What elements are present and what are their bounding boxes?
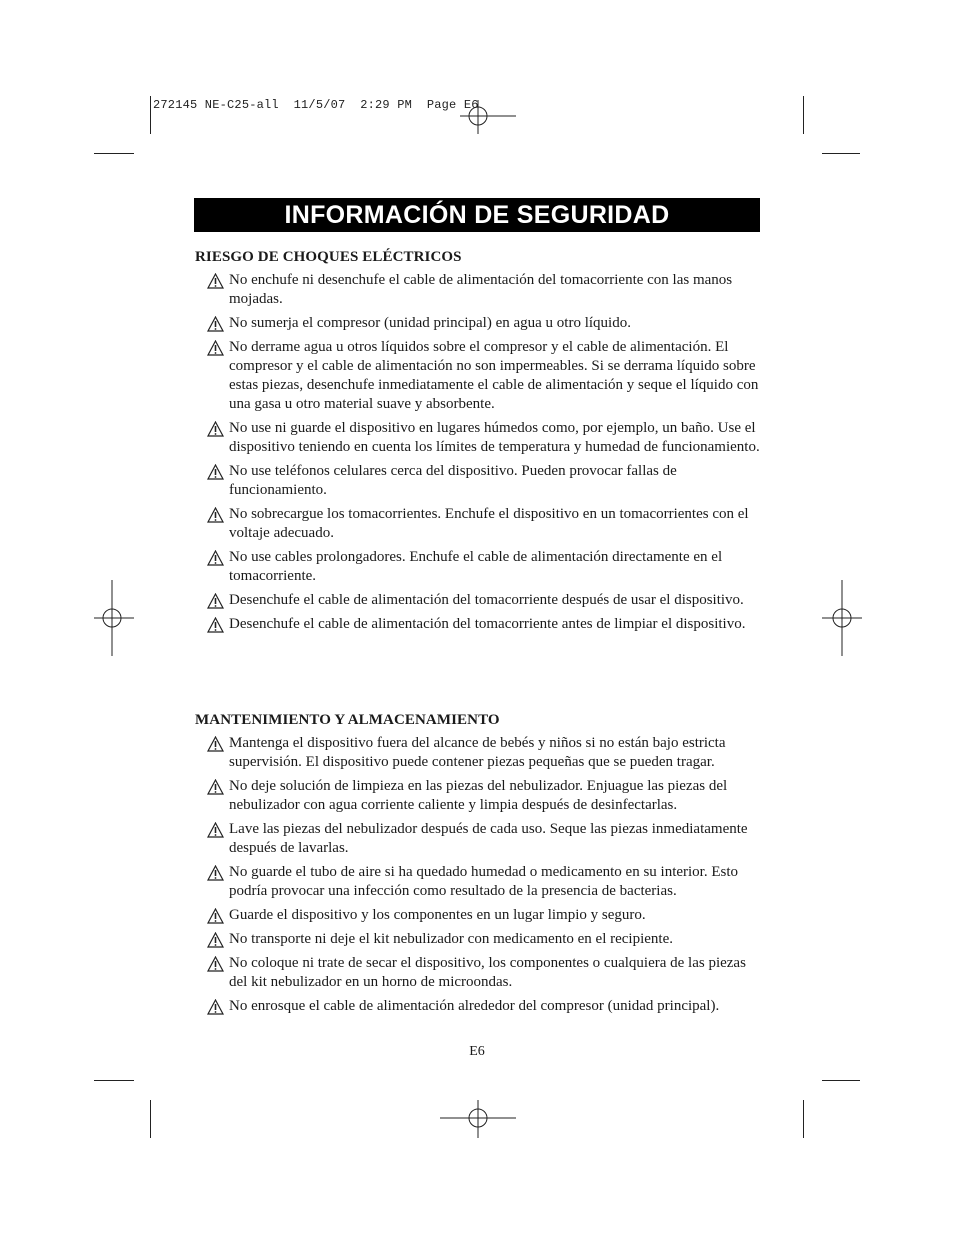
warning-triangle-icon bbox=[207, 550, 224, 566]
warning-triangle-icon bbox=[207, 779, 224, 795]
registration-mark-icon bbox=[460, 100, 516, 134]
crop-mark bbox=[94, 1080, 134, 1081]
warning-triangle-icon bbox=[207, 421, 224, 437]
list-item bbox=[195, 505, 765, 543]
item-text: No sobrecargue los tomacorrientes. Enchufe el dispositivo en un tomacorrientes con el voltaje adecuado. bbox=[229, 506, 749, 541]
list-item bbox=[195, 419, 765, 457]
crop-mark bbox=[822, 153, 860, 154]
list-item bbox=[195, 863, 765, 901]
warning-triangle-icon bbox=[207, 908, 224, 924]
item-text: Desenchufe el cable de alimentación del tomacorriente después de usar el dispositivo. bbox=[229, 592, 744, 608]
item-text: No enchufe ni desenchufe el cable de alimentación del tomacorriente con las manos mojadas. bbox=[229, 272, 733, 307]
item-text: No sumerja el compresor (unidad principal) en agua u otro líquido. bbox=[229, 315, 631, 331]
list-item bbox=[195, 271, 765, 309]
list-item bbox=[195, 820, 765, 858]
list-item bbox=[195, 338, 765, 414]
warning-triangle-icon bbox=[207, 822, 224, 838]
page-title: INFORMACIÓN DE SEGURIDAD bbox=[284, 200, 670, 229]
item-text: No coloque ni trate de secar el dispositivo, los componentes o cualquiera de las piezas del kit nebulizador en un horno de microondas. bbox=[229, 955, 746, 990]
warning-triangle-icon bbox=[207, 999, 224, 1015]
warning-triangle-icon bbox=[207, 932, 224, 948]
printer-slug: 272145 NE-C25-all 11/5/07 2:29 PM Page E6 bbox=[153, 98, 479, 112]
list-item bbox=[195, 997, 765, 1016]
item-text: No derrame agua u otros líquidos sobre el compresor y el cable de alimentación. El compresor y el cable de alimentación no son impermeables. Si se derrama líquido sobre estas piezas, desenchufe inmediatamente el cable de alimentación y seque el líquido con una gasa u otro material suave y absorbente. bbox=[229, 339, 759, 412]
crop-mark bbox=[150, 1100, 151, 1138]
list-item bbox=[195, 591, 765, 610]
warning-triangle-icon bbox=[207, 736, 224, 752]
crop-mark bbox=[94, 153, 134, 154]
item-text: No transporte ni deje el kit nebulizador con medicamento en el recipiente. bbox=[229, 931, 673, 947]
section-heading: MANTENIMIENTO Y ALMACENAMIENTO bbox=[195, 712, 500, 728]
item-text: Desenchufe el cable de alimentación del tomacorriente antes de limpiar el dispositivo. bbox=[229, 616, 746, 632]
registration-mark-icon bbox=[822, 580, 862, 656]
warning-triangle-icon bbox=[207, 340, 224, 356]
item-text: No guarde el tubo de aire si ha quedado humedad o medicamento en su interior. Esto podría provocar una infección como resultado de la presencia de bacterias. bbox=[229, 864, 739, 899]
item-text: Mantenga el dispositivo fuera del alcance de bebés y niños si no están bajo estricta supervisión. El dispositivo puede contener piezas pequeñas que se pueden tragar. bbox=[229, 735, 726, 770]
registration-mark-icon bbox=[440, 1100, 516, 1138]
item-text: No use cables prolongadores. Enchufe el cable de alimentación directamente en el tomacorriente. bbox=[229, 549, 723, 584]
page-number: E6 bbox=[469, 1044, 485, 1059]
warning-triangle-icon bbox=[207, 593, 224, 609]
item-text: No use teléfonos celulares cerca del dispositivo. Pueden provocar fallas de funcionamiento. bbox=[229, 463, 677, 498]
crop-mark bbox=[822, 1080, 860, 1081]
list-item bbox=[195, 734, 765, 772]
item-text: No deje solución de limpieza en las piezas del nebulizador. Enjuague las piezas del nebulizador con agua corriente caliente y limpia después de desinfectarlas. bbox=[229, 778, 728, 813]
title-bar bbox=[194, 198, 760, 232]
warning-triangle-icon bbox=[207, 617, 224, 633]
warning-triangle-icon bbox=[207, 507, 224, 523]
warning-triangle-icon bbox=[207, 273, 224, 289]
registration-mark-icon bbox=[94, 580, 134, 656]
warning-triangle-icon bbox=[207, 316, 224, 332]
warning-triangle-icon bbox=[207, 464, 224, 480]
list-item bbox=[195, 615, 765, 634]
crop-mark bbox=[150, 96, 151, 134]
section-maintenance-storage bbox=[195, 712, 765, 1021]
item-text: No enrosque el cable de alimentación alrededor del compresor (unidad principal). bbox=[229, 998, 720, 1014]
list-item bbox=[195, 906, 765, 925]
list-item bbox=[195, 548, 765, 586]
warning-triangle-icon bbox=[207, 865, 224, 881]
list-item bbox=[195, 930, 765, 949]
list-item bbox=[195, 954, 765, 992]
item-text: Guarde el dispositivo y los componentes en un lugar limpio y seguro. bbox=[229, 907, 646, 923]
list-item bbox=[195, 314, 765, 333]
section-heading: RIESGO DE CHOQUES ELÉCTRICOS bbox=[195, 249, 462, 265]
list-item bbox=[195, 777, 765, 815]
item-text: No use ni guarde el dispositivo en lugares húmedos como, por ejemplo, un baño. Use el dispositivo teniendo en cuenta los límites de temperatura y humedad de funcionamiento. bbox=[229, 420, 760, 455]
item-text: Lave las piezas del nebulizador después de cada uso. Seque las piezas inmediatamente después de lavarlas. bbox=[229, 821, 748, 856]
warning-triangle-icon bbox=[207, 956, 224, 972]
crop-mark bbox=[803, 1100, 804, 1138]
list-item bbox=[195, 462, 765, 500]
section-electric-shock bbox=[195, 249, 765, 639]
crop-mark bbox=[803, 96, 804, 134]
